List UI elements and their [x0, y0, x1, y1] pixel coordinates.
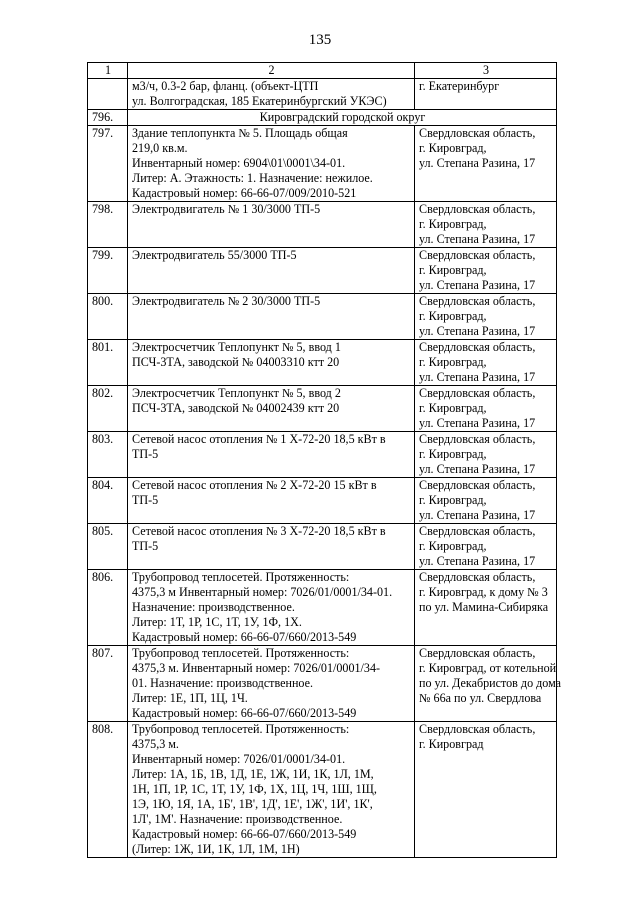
address-line: г. Кировград, — [419, 263, 487, 277]
description-line: Литер: А. Этажность: 1. Назначение: нежилое. — [132, 171, 373, 185]
description-line: 4375,3 м Инвентарный номер: 7026/01/0001/34-01. — [132, 585, 393, 599]
property-registry-table — [87, 62, 562, 858]
address-line: по ул. Декабристов до дома — [419, 676, 562, 690]
row-address — [415, 524, 557, 570]
row-description — [128, 386, 415, 432]
address-line: Свердловская область, — [419, 202, 536, 216]
description-line: ТП-5 — [132, 447, 159, 461]
description-line: Литер: 1Е, 1П, 1Ц, 1Ч. — [132, 691, 248, 705]
description-line: Электродвигатель № 1 30/3000 ТП-5 — [132, 202, 321, 216]
column-header-description: 2 — [128, 63, 415, 79]
row-number: 805. — [88, 524, 128, 570]
row-description — [128, 126, 415, 202]
table-row — [88, 294, 557, 340]
description-line: Кадастровый номер: 66-66-07/660/2013-549 — [132, 630, 357, 644]
column-header-row — [88, 63, 557, 79]
description-line: ул. Волгоградская, 185 Екатеринбургский УКЭС) — [132, 94, 387, 108]
description-line: ТП-5 — [132, 493, 159, 507]
address-line: Свердловская область, — [419, 340, 536, 354]
row-number: 806. — [88, 570, 128, 646]
address-line: г. Кировград, — [419, 309, 487, 323]
description-line: Электродвигатель 55/3000 ТП-5 — [132, 248, 297, 262]
row-address — [415, 646, 562, 722]
table-row — [88, 570, 557, 646]
row-number: 807. — [88, 646, 128, 722]
address-line: Свердловская область, — [419, 646, 536, 660]
description-line: Инвентарный номер: 6904\01\0001\34-01. — [132, 156, 346, 170]
table-row — [88, 248, 557, 294]
address-line: по ул. Мамина-Сибиряка — [419, 600, 549, 614]
address-line: ул. Степана Разина, 17 — [419, 554, 536, 568]
description-line: Здание теплопункта № 5. Площадь общая — [132, 126, 348, 140]
address-line: Свердловская область, — [419, 294, 536, 308]
table-row — [88, 202, 557, 248]
row-address — [415, 248, 557, 294]
row-number: 804. — [88, 478, 128, 524]
row-number: 800. — [88, 294, 128, 340]
table-row — [88, 386, 557, 432]
address-line: ул. Степана Разина, 17 — [419, 462, 536, 476]
address-line: ул. Степана Разина, 17 — [419, 232, 536, 246]
row-address — [415, 340, 557, 386]
description-line: 1Э, 1Ю, 1Я, 1А, 1Б', 1В', 1Д', 1Е', 1Ж', 1И', 1К', — [132, 797, 373, 811]
address-line: г. Кировград, — [419, 217, 487, 231]
row-description — [128, 340, 415, 386]
row-address — [415, 202, 557, 248]
section-number: 796. — [88, 110, 128, 126]
description-line: м3/ч, 0.3-2 бар, фланц. (объект-ЦТП — [132, 79, 319, 93]
row-number: 801. — [88, 340, 128, 386]
address-line: г. Кировград, — [419, 141, 487, 155]
description-line: Инвентарный номер: 7026/01/0001/34-01. — [132, 752, 346, 766]
row-number: 802. — [88, 386, 128, 432]
address-line: ул. Степана Разина, 17 — [419, 156, 536, 170]
address-line: Свердловская область, — [419, 386, 536, 400]
registry-body — [88, 63, 562, 858]
row-address — [415, 294, 557, 340]
description-line: Литер: 1Т, 1Р, 1С, 1Т, 1У, 1Ф, 1Х. — [132, 615, 302, 629]
table-row — [88, 432, 557, 478]
address-line: г. Кировград, к дому № 3 — [419, 585, 548, 599]
address-line: ул. Степана Разина, 17 — [419, 508, 536, 522]
row-number: 798. — [88, 202, 128, 248]
row-description — [128, 294, 415, 340]
address-line: г. Кировград — [419, 737, 484, 751]
row-description — [128, 646, 415, 722]
row-description — [128, 722, 415, 858]
table-row — [88, 478, 557, 524]
column-header-number: 1 — [88, 63, 128, 79]
description-line: Сетевой насос отопления № 3 Х-72-20 18,5 кВт в — [132, 524, 386, 538]
continuation-row — [88, 79, 557, 110]
section-row — [88, 110, 557, 126]
address-line: г. Кировград, — [419, 539, 487, 553]
row-address — [415, 570, 557, 646]
row-address — [415, 722, 557, 858]
description-line: Трубопровод теплосетей. Протяженность: — [132, 646, 350, 660]
description-line: Литер: 1А, 1Б, 1В, 1Д, 1Е, 1Ж, 1И, 1К, 1Л, 1М, — [132, 767, 374, 781]
row-address — [415, 79, 557, 110]
address-line: г. Кировград, от котельной — [419, 661, 557, 675]
address-line: г. Кировград, — [419, 355, 487, 369]
row-description — [128, 202, 415, 248]
description-line: (Литер: 1Ж, 1И, 1К, 1Л, 1М, 1Н) — [132, 842, 300, 856]
row-address — [415, 478, 557, 524]
row-number: 803. — [88, 432, 128, 478]
row-description — [128, 248, 415, 294]
row-description — [128, 79, 415, 110]
address-line: Свердловская область, — [419, 570, 536, 584]
description-line: Назначение: производственное. — [132, 600, 295, 614]
table-row — [88, 340, 557, 386]
description-line: 219,0 кв.м. — [132, 141, 188, 155]
description-line: ТП-5 — [132, 539, 159, 553]
address-line: ул. Степана Разина, 17 — [419, 370, 536, 384]
description-line: 1Л', 1М'. Назначение: производственное. — [132, 812, 343, 826]
row-description — [128, 524, 415, 570]
description-line: 4375,3 м. — [132, 737, 179, 751]
address-line: ул. Степана Разина, 17 — [419, 324, 536, 338]
page-number: 135 — [308, 32, 332, 48]
description-line: Сетевой насос отопления № 2 Х-72-20 15 кВт в — [132, 478, 377, 492]
row-description — [128, 570, 415, 646]
description-line: Электросчетчик Теплопункт № 5, ввод 1 — [132, 340, 341, 354]
address-line: г. Екатеринбург — [419, 79, 500, 93]
address-line: г. Кировград, — [419, 401, 487, 415]
row-description — [128, 432, 415, 478]
description-line: 1Н, 1П, 1Р, 1С, 1Т, 1У, 1Ф, 1Х, 1Ц, 1Ч, 1Ш, 1Щ, — [132, 782, 377, 796]
row-description — [128, 478, 415, 524]
description-line: ПСЧ-3ТА, заводской № 04002439 ктт 20 — [132, 401, 340, 415]
row-address — [415, 432, 557, 478]
address-line: Свердловская область, — [419, 126, 536, 140]
description-line: Трубопровод теплосетей. Протяженность: — [132, 722, 350, 736]
address-line: Свердловская область, — [419, 478, 536, 492]
address-line: г. Кировград, — [419, 447, 487, 461]
table-row — [88, 524, 557, 570]
address-line: Свердловская область, — [419, 248, 536, 262]
description-line: Кадастровый номер: 66-66-07/660/2013-549 — [132, 827, 357, 841]
table-row — [88, 646, 557, 722]
description-line: Трубопровод теплосетей. Протяженность: — [132, 570, 350, 584]
row-number — [88, 79, 128, 110]
description-line: 01. Назначение: производственное. — [132, 676, 314, 690]
description-line: Электродвигатель № 2 30/3000 ТП-5 — [132, 294, 321, 308]
row-number: 799. — [88, 248, 128, 294]
address-line: Свердловская область, — [419, 432, 536, 446]
table-row — [88, 126, 557, 202]
row-number: 797. — [88, 126, 128, 202]
description-line: Сетевой насос отопления № 1 Х-72-20 18,5 кВт в — [132, 432, 386, 446]
address-line: Свердловская область, — [419, 524, 536, 538]
address-line: г. Кировград, — [419, 493, 487, 507]
row-address — [415, 386, 557, 432]
address-line: ул. Степана Разина, 17 — [419, 278, 536, 292]
description-line: Электросчетчик Теплопункт № 5, ввод 2 — [132, 386, 341, 400]
description-line: Кадастровый номер: 66-66-07/009/2010-521 — [132, 186, 357, 200]
description-line: ПСЧ-3ТА, заводской № 04003310 ктт 20 — [132, 355, 340, 369]
description-line: Кадастровый номер: 66-66-07/660/2013-549 — [132, 706, 357, 720]
column-header-address: 3 — [415, 63, 557, 79]
table-row — [88, 722, 557, 858]
row-address — [415, 126, 557, 202]
address-line: ул. Степана Разина, 17 — [419, 416, 536, 430]
section-title: Кировградский городской округ — [128, 110, 557, 126]
address-line: Свердловская область, — [419, 722, 536, 736]
row-number: 808. — [88, 722, 128, 858]
description-line: 4375,3 м. Инвентарный номер: 7026/01/0001/34- — [132, 661, 381, 675]
address-line: № 66а по ул. Свердлова — [419, 691, 542, 705]
